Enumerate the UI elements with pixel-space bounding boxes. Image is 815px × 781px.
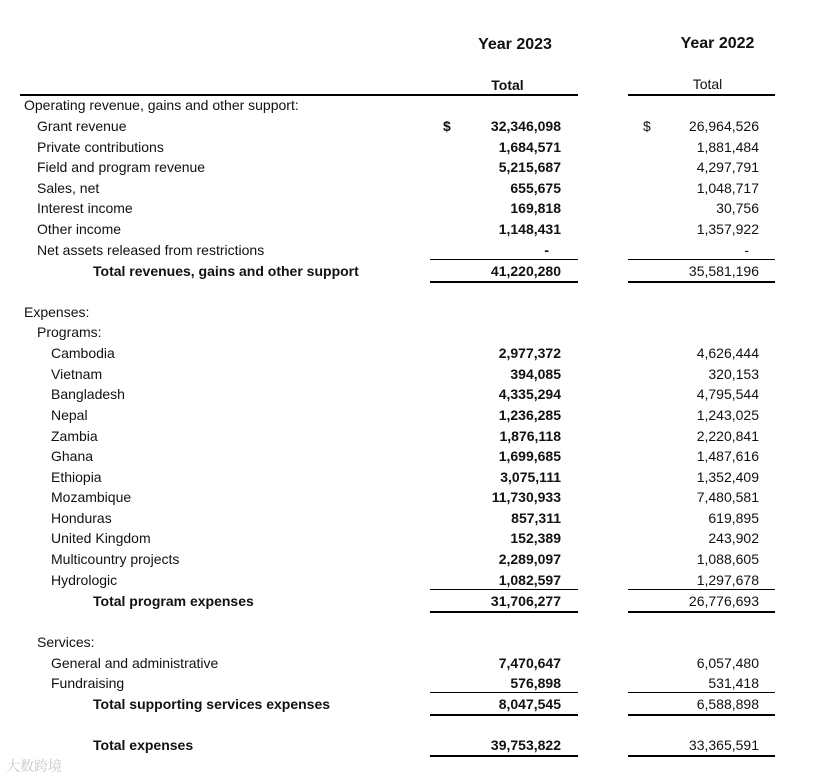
value-2022: - bbox=[744, 242, 749, 258]
value-2023: 655,675 bbox=[510, 180, 561, 196]
table-row bbox=[0, 446, 815, 466]
total-rule-left bbox=[430, 281, 578, 283]
value-2023: - bbox=[544, 242, 549, 258]
table-row bbox=[0, 343, 815, 363]
value-2022: 7,480,581 bbox=[696, 489, 759, 505]
value-2022: 243,902 bbox=[708, 530, 759, 546]
total-rule-right bbox=[628, 281, 775, 283]
total-value-2023: 8,047,545 bbox=[498, 696, 561, 712]
table-row bbox=[0, 384, 815, 404]
value-2022: 6,057,480 bbox=[696, 655, 759, 671]
row-label: Multicountry projects bbox=[51, 551, 180, 567]
table-row bbox=[0, 487, 815, 507]
grand-total-row bbox=[0, 735, 815, 755]
table-row bbox=[0, 157, 815, 177]
table-row bbox=[0, 405, 815, 425]
row-label: Grant revenue bbox=[37, 118, 127, 134]
row-label: Ethiopia bbox=[51, 469, 102, 485]
value-2023: 1,236,285 bbox=[498, 407, 561, 423]
total-value-2022: 35,581,196 bbox=[688, 263, 759, 279]
subtotal-rule-left bbox=[430, 692, 578, 693]
table-row bbox=[0, 653, 815, 673]
value-2023: 1,148,431 bbox=[498, 221, 561, 237]
programs-heading: Programs: bbox=[37, 324, 102, 340]
value-2023: 3,075,111 bbox=[500, 469, 561, 485]
value-2023: 1,684,571 bbox=[498, 139, 561, 155]
table-row bbox=[0, 467, 815, 487]
expenses-heading: Expenses: bbox=[24, 304, 90, 320]
subtotal-rule-right bbox=[628, 259, 775, 260]
value-2023: 7,470,647 bbox=[498, 655, 561, 671]
value-2022: 1,088,605 bbox=[696, 551, 759, 567]
value-2022: 4,626,444 bbox=[696, 345, 759, 361]
row-label: Cambodia bbox=[51, 345, 115, 361]
table-row bbox=[0, 508, 815, 528]
value-2022: 1,357,922 bbox=[696, 221, 759, 237]
value-2023: 1,082,597 bbox=[498, 572, 561, 588]
table-row bbox=[0, 528, 815, 548]
col-2022-subtitle: Total bbox=[692, 76, 723, 92]
total-value-2023: 41,220,280 bbox=[490, 263, 561, 279]
currency-symbol-2023: $ bbox=[443, 118, 451, 134]
revenue-heading-row bbox=[0, 95, 815, 115]
row-label: Vietnam bbox=[51, 366, 103, 382]
row-label: Interest income bbox=[37, 200, 133, 216]
row-label: Sales, net bbox=[37, 180, 100, 196]
value-2022: 1,297,678 bbox=[696, 572, 759, 588]
total-label: Total supporting services expenses bbox=[93, 696, 331, 712]
watermark: 大数跨境 bbox=[6, 758, 62, 774]
table-row bbox=[0, 240, 815, 260]
value-2022: 26,964,526 bbox=[688, 118, 759, 134]
row-label: Private contributions bbox=[37, 139, 164, 155]
grand-total-rule-left bbox=[430, 755, 578, 757]
row-label: Ghana bbox=[51, 448, 94, 464]
total-row bbox=[0, 261, 815, 281]
col-2022-title: Year 2022 bbox=[680, 35, 755, 52]
row-label: Hydrologic bbox=[51, 572, 118, 588]
row-label: Field and program revenue bbox=[37, 159, 206, 175]
col-2023-subtitle: Total bbox=[491, 77, 524, 93]
value-2023: 857,311 bbox=[511, 510, 561, 526]
row-label: General and administrative bbox=[51, 655, 219, 671]
value-2023: 5,215,687 bbox=[498, 159, 561, 175]
value-2022: 1,881,484 bbox=[696, 139, 759, 155]
table-row bbox=[0, 673, 815, 693]
row-label: Nepal bbox=[51, 407, 88, 423]
total-rule-right bbox=[628, 611, 775, 613]
value-2023: 2,289,097 bbox=[498, 551, 561, 567]
value-2022: 30,756 bbox=[716, 200, 759, 216]
total-value-2023: 31,706,277 bbox=[490, 593, 561, 609]
table-row bbox=[0, 137, 815, 157]
revenue-heading: Operating revenue, gains and other support: bbox=[24, 97, 299, 113]
row-label: Fundraising bbox=[51, 675, 125, 691]
value-2023: 1,699,685 bbox=[498, 448, 561, 464]
total-value-2022: 26,776,693 bbox=[688, 593, 759, 609]
subtotal-rule-right bbox=[628, 692, 775, 693]
table-row bbox=[0, 116, 815, 136]
total-rule-left bbox=[430, 611, 578, 613]
value-2022: 1,048,717 bbox=[696, 180, 759, 196]
table-row bbox=[0, 178, 815, 198]
value-2023: 32,346,098 bbox=[490, 118, 561, 134]
expenses-heading-row bbox=[0, 302, 815, 322]
grand-total-value-2022: 33,365,591 bbox=[688, 737, 759, 753]
value-2023: 169,818 bbox=[510, 200, 561, 216]
table-row bbox=[0, 549, 815, 569]
table-row bbox=[0, 198, 815, 218]
value-2022: 1,487,616 bbox=[696, 448, 759, 464]
value-2022: 320,153 bbox=[708, 366, 759, 382]
value-2023: 394,085 bbox=[510, 366, 561, 382]
total-label: Total revenues, gains and other support bbox=[93, 263, 359, 279]
value-2023: 11,730,933 bbox=[491, 489, 561, 505]
value-2022: 1,243,025 bbox=[696, 407, 759, 423]
total-rule-right bbox=[628, 714, 775, 716]
value-2023: 4,335,294 bbox=[498, 386, 561, 402]
programs-heading-row bbox=[0, 322, 815, 342]
value-2022: 2,220,841 bbox=[696, 428, 759, 444]
value-2022: 619,895 bbox=[708, 510, 759, 526]
col-2023-title: Year 2023 bbox=[478, 36, 552, 53]
row-label: Honduras bbox=[51, 510, 112, 526]
row-label: Mozambique bbox=[51, 489, 132, 505]
total-row bbox=[0, 591, 815, 611]
grand-total-rule-right bbox=[628, 755, 775, 757]
currency-symbol-2022: $ bbox=[643, 118, 651, 134]
value-2022: 531,418 bbox=[708, 675, 759, 691]
table-row bbox=[0, 219, 815, 239]
grand-total-label: Total expenses bbox=[93, 737, 194, 753]
services-heading-row bbox=[0, 632, 815, 652]
total-rule-left bbox=[430, 714, 578, 716]
grand-total-value-2023: 39,753,822 bbox=[490, 737, 561, 753]
row-label: Bangladesh bbox=[51, 386, 125, 402]
value-2022: 4,297,791 bbox=[696, 159, 759, 175]
subtotal-rule-right bbox=[628, 589, 775, 590]
table-row bbox=[0, 570, 815, 590]
total-value-2022: 6,588,898 bbox=[696, 696, 759, 712]
total-row bbox=[0, 694, 815, 714]
value-2022: 4,795,544 bbox=[696, 386, 759, 402]
services-heading: Services: bbox=[37, 634, 95, 650]
value-2023: 2,977,372 bbox=[498, 345, 561, 361]
row-label: Net assets released from restrictions bbox=[37, 242, 265, 258]
subtotal-rule-left bbox=[430, 259, 578, 260]
row-label: United Kingdom bbox=[51, 530, 151, 546]
value-2023: 1,876,118 bbox=[499, 428, 561, 444]
table-row bbox=[0, 426, 815, 446]
total-label: Total program expenses bbox=[93, 593, 254, 609]
table-row bbox=[0, 364, 815, 384]
subtotal-rule-left bbox=[430, 589, 578, 590]
row-label: Other income bbox=[37, 221, 122, 237]
value-2023: 152,389 bbox=[510, 530, 561, 546]
value-2022: 1,352,409 bbox=[696, 469, 759, 485]
value-2023: 576,898 bbox=[510, 675, 561, 691]
row-label: Zambia bbox=[51, 428, 98, 444]
